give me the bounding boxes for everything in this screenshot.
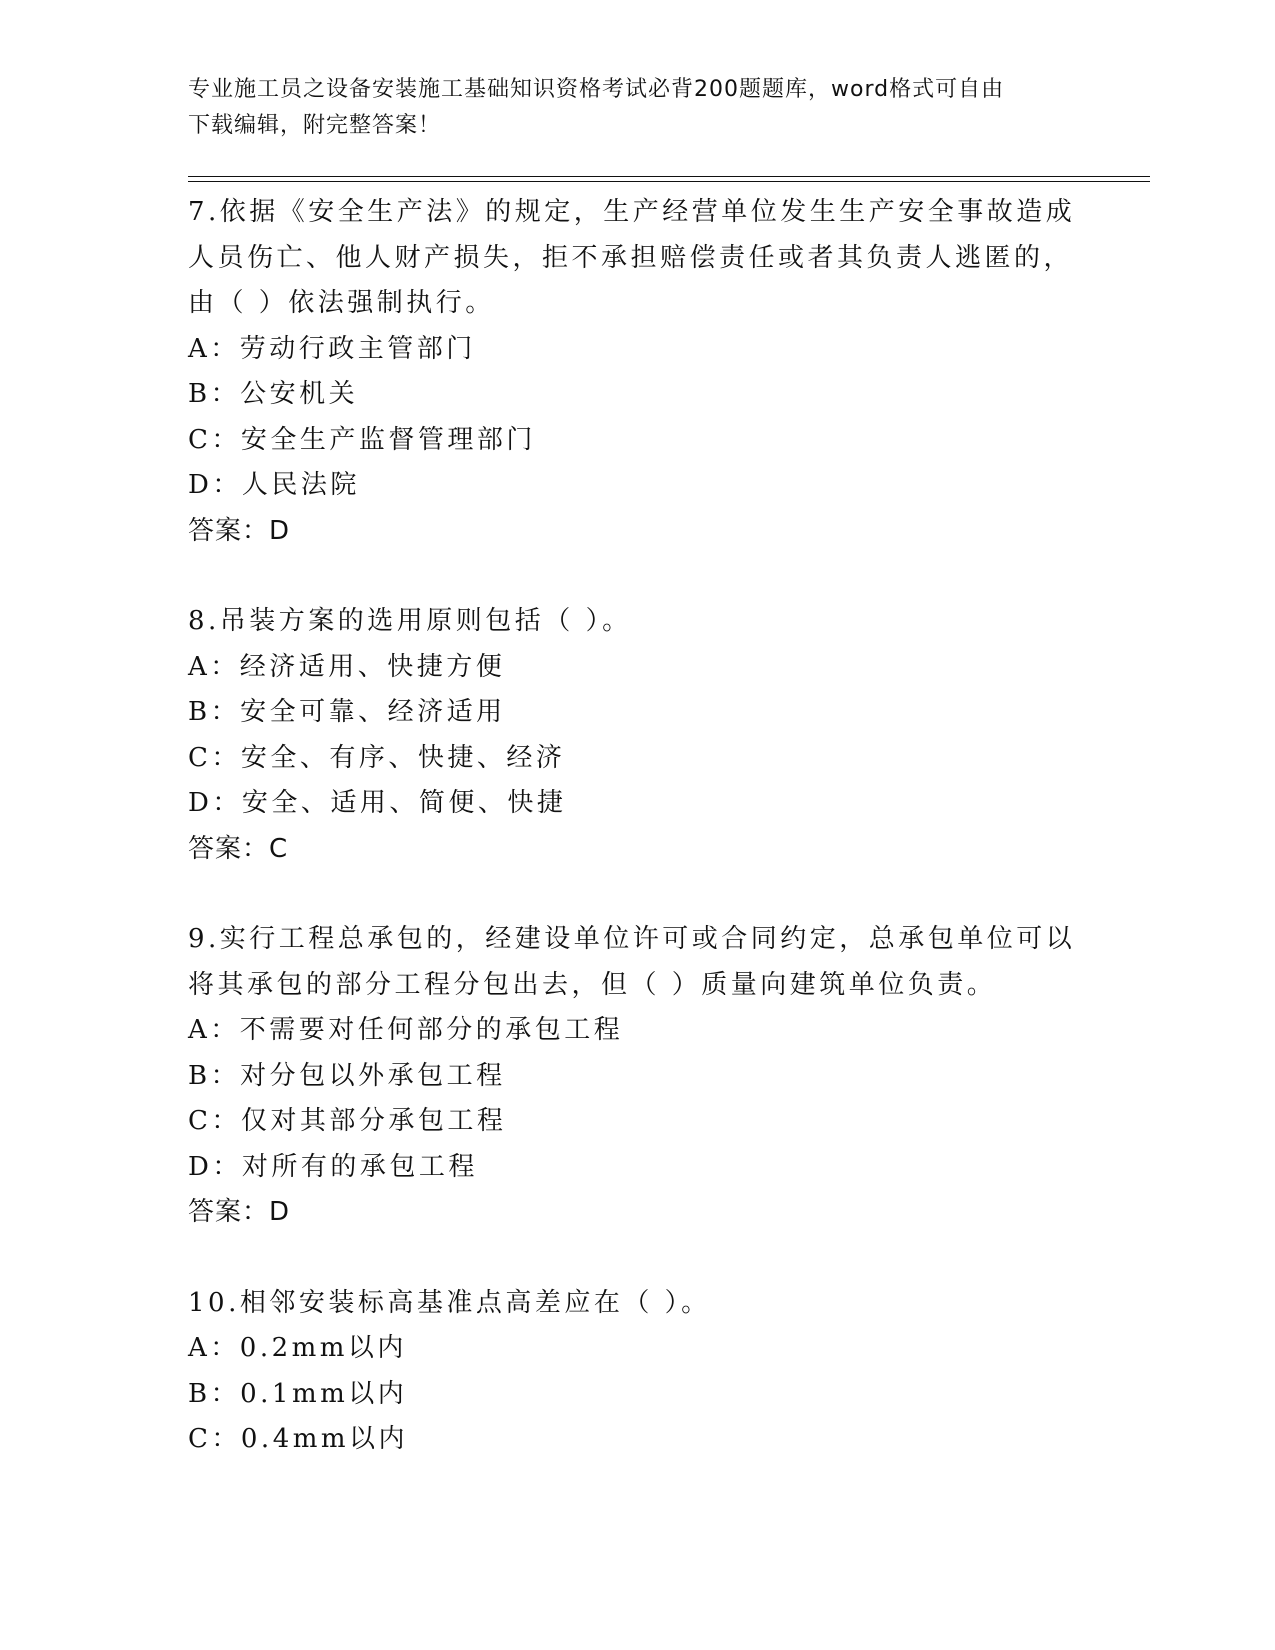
answer-line: 答案：D [188, 1197, 291, 1227]
header-line-2: 下载编辑，附完整答案！ [188, 113, 442, 138]
answer-line: 答案：D [188, 515, 291, 546]
question-text-line: 10.相邻安装标高基准点高差应在（ ）。 [188, 1287, 711, 1318]
option-a: A：不需要对任何部分的承包工程 [188, 1015, 624, 1045]
question-text-line: 8.吊装方案的选用原则包括（ ）。 [188, 606, 632, 636]
option-d: D：人民法院 [188, 470, 360, 500]
option-a: A：0.2mm以内 [188, 1333, 407, 1363]
option-c: C：安全、有序、快捷、经济 [188, 742, 566, 773]
option-d: D：对所有的承包工程 [188, 1151, 478, 1182]
option-d: D：安全、适用、简便、快捷 [188, 788, 567, 818]
question-text-line: 人员伤亡、他人财产损失，拒不承担赔偿责任或者其负责人逃匿的， [188, 242, 1074, 273]
option-b: B：0.1mm以内 [188, 1378, 408, 1409]
answer-line: 答案：C [188, 833, 289, 864]
option-c: C：0.4mm以内 [188, 1424, 409, 1454]
question-10 [188, 1281, 1088, 1463]
document-header [188, 72, 1088, 144]
header-line-1: 专业施工员之设备安装施工基础知识资格考试必背200题题库，word格式可自由 [188, 77, 1005, 102]
option-c: C：仅对其部分承包工程 [188, 1106, 507, 1136]
header-rule-bottom [188, 181, 1150, 182]
question-9 [188, 917, 1088, 1236]
question-list [188, 190, 1088, 1508]
option-b: B：公安机关 [188, 379, 359, 409]
question-text-line: 由（ ）依法强制执行。 [188, 288, 495, 318]
question-8 [188, 599, 1088, 872]
option-c: C：安全生产监督管理部门 [188, 424, 536, 455]
option-a: A：经济适用、快捷方便 [188, 651, 506, 682]
question-7 [188, 190, 1088, 554]
question-text-line: 9.实行工程总承包的，经建设单位许可或合同约定，总承包单位可以 [188, 924, 1076, 954]
header-rule-top [188, 176, 1150, 177]
question-text-line: 7.依据《安全生产法》的规定，生产经营单位发生生产安全事故造成 [188, 197, 1076, 227]
option-b: B：对分包以外承包工程 [188, 1060, 506, 1091]
option-b: B：安全可靠、经济适用 [188, 697, 506, 727]
question-text-line: 将其承包的部分工程分包出去，但（ ）质量向建筑单位负责。 [188, 969, 997, 1000]
option-a: A：劳动行政主管部门 [188, 333, 476, 364]
